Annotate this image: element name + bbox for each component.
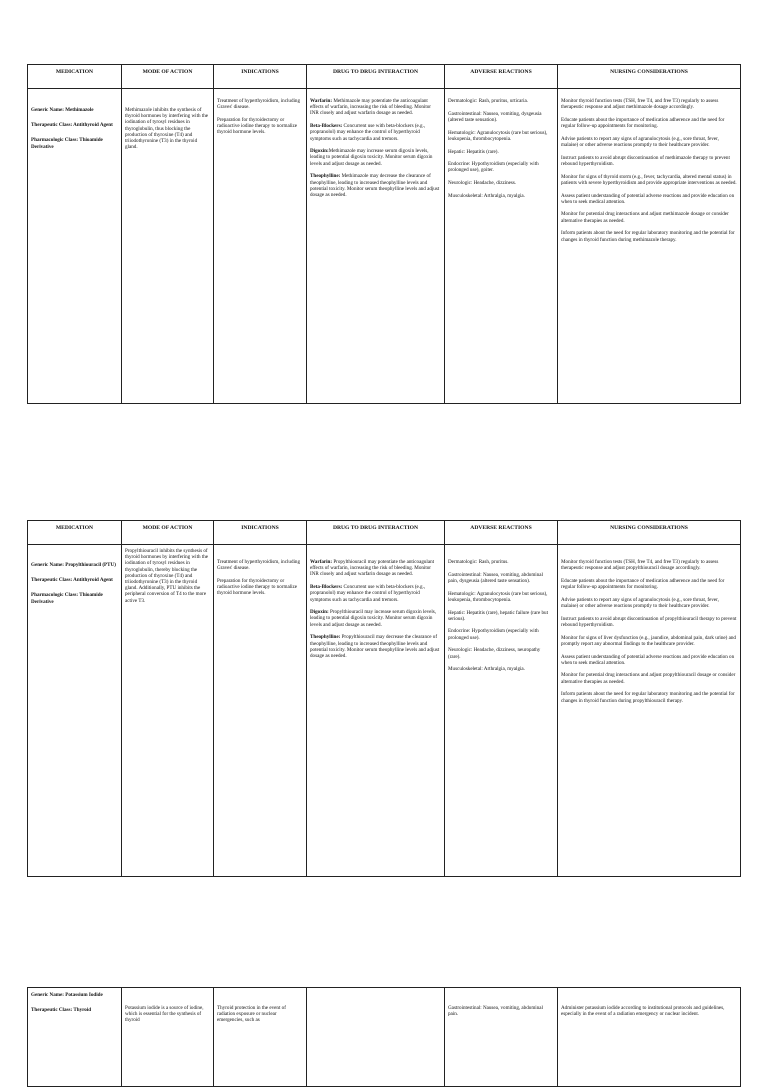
table-row xyxy=(28,545,741,877)
pharmacologic-class: Pharmacologic Class: Thioamide Derivative xyxy=(31,592,103,605)
interactions-cell xyxy=(307,988,445,1087)
header-drug-interaction: DRUG TO DRUG INTERACTION xyxy=(307,65,445,89)
drug-table-propylthiouracil xyxy=(27,520,741,877)
table-row xyxy=(28,988,741,1087)
indication-item: Treatment of hyperthyroidism, including Graves' disease. xyxy=(217,98,300,111)
therapeutic-class: Therapeutic Class: Thyroid xyxy=(31,1007,92,1014)
interaction-label: Beta-Blockers: xyxy=(310,123,343,130)
interaction-item xyxy=(310,609,441,628)
interaction-label: Warfarin: xyxy=(310,98,333,104)
adverse-reactions-cell xyxy=(445,545,558,877)
nursing-item: Administer potassium iodide according to institutional protocols and guidelines, especially in the event of a radiation emergency or nuclear incident. xyxy=(561,1005,725,1018)
nursing-item: Advise patients to report any signs of agranulocytosis (e.g., sore throat, fever, malaise) or other adverse reactions promptly to their healthcare provider. xyxy=(561,135,719,149)
drug-table-potassium-iodide xyxy=(27,987,741,1087)
interaction-label: Theophylline: xyxy=(310,173,341,180)
header-medication: MEDICATION xyxy=(28,521,122,545)
header-drug-interaction: DRUG TO DRUG INTERACTION xyxy=(307,521,445,545)
header-indications: INDICATIONS xyxy=(214,65,307,89)
adverse-item: Dermatologic: Rash, pruritus, urticaria. xyxy=(448,98,529,104)
therapeutic-class: Therapeutic Class: Antithyroid Agent xyxy=(31,577,113,584)
adverse-reactions-cell xyxy=(445,988,558,1087)
indication-item: Preparation for thyroidectomy or radioactive iodine therapy to normalize thyroid hormone levels. xyxy=(217,116,298,136)
indications-cell xyxy=(214,89,307,404)
nursing-item: Monitor for signs of thyroid storm (e.g., fever, tachycardia, altered mental status) in patients with severe hyperthyroidism and provide appropriate interventions as needed. xyxy=(561,173,737,186)
indication-item: Treatment of hyperthyroidism, including Graves' disease. xyxy=(217,559,300,572)
header-adverse-reactions: ADVERSE REACTIONS xyxy=(445,65,558,89)
indications-cell xyxy=(214,988,307,1087)
medication-cell xyxy=(28,89,122,404)
header-mode-of-action: MODE OF ACTION xyxy=(122,65,214,89)
interaction-item xyxy=(310,584,441,603)
nursing-item: Inform patients about the need for regular laboratory monitoring and the potential for changes in thyroid function during propylthiouracil therapy. xyxy=(561,691,735,704)
adverse-item: Hepatic: Hepatitis (rare), hepatic failure (rare but serious). xyxy=(448,609,548,622)
interaction-item xyxy=(310,98,441,117)
interaction-text: Propylthiouracil may potentiate the anticoagulant effects of warfarin, increasing the risk of bleeding. Monitor INR closely and adjust warfarin dosage as needed. xyxy=(310,559,435,578)
indication-item: Preparation for thyroidectomy or radioactive iodine therapy to normalize thyroid hormone levels. xyxy=(217,577,298,597)
adverse-item: Musculoskeletal: Arthralgia, myalgia. xyxy=(448,666,525,673)
interaction-item xyxy=(310,559,441,578)
interactions-cell xyxy=(307,89,445,404)
mode-of-action-cell xyxy=(122,545,214,877)
nursing-item: Monitor for potential drug interactions and adjust methimazole dosage or consider alternative therapies as needed. xyxy=(561,211,729,224)
interaction-item xyxy=(310,173,441,198)
interaction-item xyxy=(310,634,441,659)
mode-of-action-cell xyxy=(122,988,214,1087)
mode-of-action-text: Potassium iodide is a source of iodine, which is essential for the synthesis of thyroid xyxy=(125,1005,204,1024)
header-nursing-considerations: NURSING CONSIDERATIONS xyxy=(558,521,741,545)
interaction-label: Theophylline: xyxy=(310,634,341,641)
therapeutic-class: Therapeutic Class: Antithyroid Agent xyxy=(31,122,113,129)
interaction-item xyxy=(310,123,441,142)
nursing-cell xyxy=(558,89,741,404)
header-indications: INDICATIONS xyxy=(214,521,307,545)
generic-name: Generic Name: Propylthiouracil (PTU) xyxy=(31,562,116,568)
nursing-item: Advise patients to report any signs of agranulocytosis (e.g., sore throat, fever, malaise) or other adverse reactions promptly to their healthcare provider. xyxy=(561,596,719,610)
nursing-item: Monitor for potential drug interactions and adjust propylthiouracil dosage or consider alternative therapies as needed. xyxy=(561,672,736,685)
adverse-item: Hematologic: Agranulocytosis (rare but serious), leukopenia, thrombocytopenia. xyxy=(448,129,548,142)
generic-name: Generic Name: Methimazole xyxy=(31,107,94,113)
interaction-text: Concurrent use with beta-blockers (e.g., propranolol) may enhance the control of hyperthyroid symptoms such as tachycardia and tremors. xyxy=(310,123,426,142)
interaction-label: Beta-Blockers: xyxy=(310,584,343,591)
adverse-item: Gastrointestinal: Nausea, vomiting, abdominal pain. xyxy=(448,1005,543,1018)
interaction-text: Propylthiouracil may decrease the clearance of theophylline, leading to increased theophylline levels and potential toxicity. Monitor serum theophylline levels and adjust dosage as needed. xyxy=(310,634,440,659)
nursing-item: Educate patients about the importance of medication adherence and the need for regular follow-up appointments for monitoring. xyxy=(561,116,725,130)
interaction-item xyxy=(310,148,441,167)
nursing-item: Educate patients about the importance of medication adherence and the need for regular follow-up appointments for monitoring. xyxy=(561,577,725,591)
header-adverse-reactions: ADVERSE REACTIONS xyxy=(445,521,558,545)
adverse-item: Musculoskeletal: Arthralgia, myalgia. xyxy=(448,192,525,199)
interaction-text: Methimazole may increase serum digoxin levels, leading to potential digoxin toxicity. Monitor serum digoxin levels and adjust dosage as needed. xyxy=(310,148,433,167)
nursing-item: Monitor thyroid function tests (TSH, free T4, and free T3) regularly to assess therapeutic response and adjust propylthiouracil dosage accordingly. xyxy=(561,559,719,572)
header-medication: MEDICATION xyxy=(28,65,122,89)
nursing-cell xyxy=(558,545,741,877)
nursing-item: Assess patient understanding of potential adverse reactions and provide education on when to seek medical attention. xyxy=(561,653,735,666)
adverse-item: Hematologic: Agranulocytosis (rare but serious), leukopenia, thrombocytopenia. xyxy=(448,590,548,603)
interaction-label: Warfarin: xyxy=(310,559,333,565)
drug-table-methimazole xyxy=(27,64,741,404)
mode-of-action-text: Methimazole inhibits the synthesis of thyroid hormones by interfering with the iodination of tyrosyl residues in thyroglobulin, thus blocking the production of thyroxine (T4) and triiodothyronine (T3) in the thyroid gland. xyxy=(125,107,209,151)
medication-cell xyxy=(28,545,122,877)
mode-of-action-text: Propylthiouracil inhibits the synthesis of thyroid hormones by interfering with the iodination of tyrosyl residues in thyroglobulin, thereby blocking the production of thyroxine (T4) and triiodothyronine (T3) in the thyroid gland. Additionally, PTU inhibits the peripheral conversion of T4 to the more active T3. xyxy=(125,548,209,604)
nursing-item: Monitor for signs of liver dysfunction (e.g., jaundice, abdominal pain, dark urine) and promptly report any abnormal findings to the healthcare provider. xyxy=(561,634,736,647)
interaction-text: Methimazole may potentiate the anticoagulant effects of warfarin, increasing the risk of bleeding. Monitor INR closely and adjust warfarin dosage as needed. xyxy=(310,98,431,117)
medication-cell xyxy=(28,988,122,1087)
adverse-item: Hepatic: Hepatitis (rare). xyxy=(448,148,499,155)
interaction-label: Digoxin: xyxy=(310,609,329,616)
header-mode-of-action: MODE OF ACTION xyxy=(122,521,214,545)
nursing-item: Monitor thyroid function tests (TSH, free T4, and free T3) regularly to assess therapeutic response and adjust methimazole dosage accordingly. xyxy=(561,98,719,111)
table-header-row xyxy=(28,65,741,89)
adverse-item: Endocrine: Hypothyroidism (especially with prolonged use), goiter. xyxy=(448,161,539,174)
interaction-label: Digoxin: xyxy=(310,148,329,155)
adverse-item: Gastrointestinal: Nausea, vomiting, abdominal pain, dysgeusia (altered taste sensation). xyxy=(448,571,543,584)
nursing-item: Assess patient understanding of potential adverse reactions and provide education on when to seek medical attention. xyxy=(561,192,735,205)
interaction-text: Concurrent use with beta-blockers (e.g., propranolol) may enhance the control of hyperthyroid symptoms such as tachycardia and tremors. xyxy=(310,584,426,603)
adverse-item: Endocrine: Hypothyroidism (especially with prolonged use). xyxy=(448,628,539,641)
adverse-item: Neurologic: Headache, dizziness. xyxy=(448,180,517,187)
nursing-item: Instruct patients to avoid abrupt discontinuation of methimazole therapy to prevent rebound hyperthyroidism. xyxy=(561,154,730,167)
pharmacologic-class: Pharmacologic Class: Thioamide Derivative xyxy=(31,137,103,150)
indication-item: Thyroid protection in the event of radiation exposure or nuclear emergencies, such as xyxy=(217,1005,286,1024)
adverse-item: Neurologic: Headache, dizziness, neuropathy (rare). xyxy=(448,647,541,660)
adverse-item: Gastrointestinal: Nausea, vomiting, dysgeusia (altered taste sensation). xyxy=(448,110,542,123)
table-header-row xyxy=(28,521,741,545)
generic-name: Generic Name: Potassium Iodide xyxy=(31,992,103,998)
interactions-cell xyxy=(307,545,445,877)
interaction-text: Propylthiouracil may increase serum digoxin levels, leading to potential digoxin toxicity. Monitor serum digoxin levels and adjust dosage as needed. xyxy=(310,609,437,628)
nursing-cell xyxy=(558,988,741,1087)
adverse-reactions-cell xyxy=(445,89,558,404)
mode-of-action-cell xyxy=(122,89,214,404)
table-row xyxy=(28,89,741,404)
interaction-text: Methimazole may decrease the clearance of theophylline, leading to increased theophylline levels and potential toxicity. Monitor serum theophylline levels and adjust dosage as needed. xyxy=(310,173,440,198)
header-nursing-considerations: NURSING CONSIDERATIONS xyxy=(558,65,741,89)
indications-cell xyxy=(214,545,307,877)
nursing-item: Instruct patients to avoid abrupt discontinuation of propylthiouracil therapy to prevent rebound hyperthyroidism. xyxy=(561,615,737,628)
adverse-item: Dermatologic: Rash, pruritus. xyxy=(448,559,509,565)
nursing-item: Inform patients about the need for regular laboratory monitoring and the potential for changes in thyroid function during methimazole therapy. xyxy=(561,230,735,243)
